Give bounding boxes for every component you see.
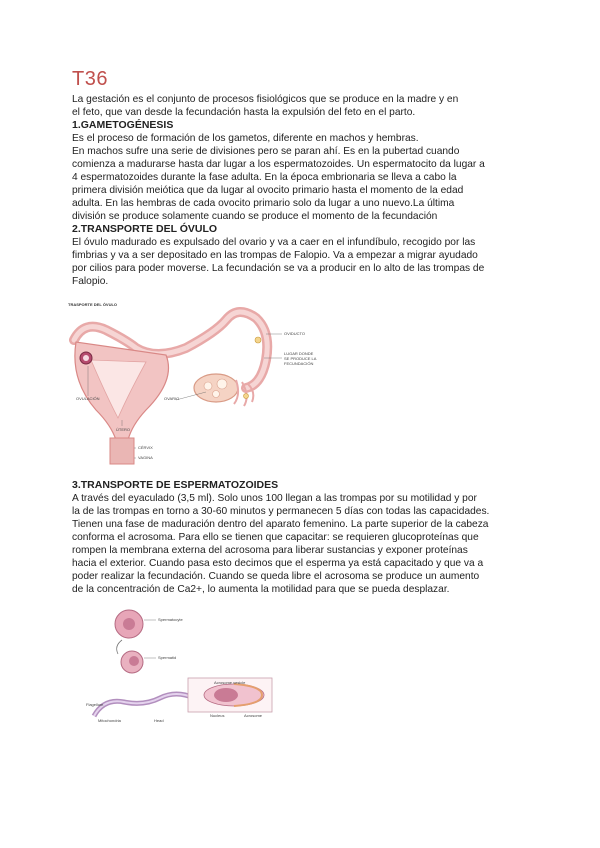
document-page (68, 68, 532, 724)
intro-paragraph (72, 93, 532, 119)
section-body-ovum-transport (72, 236, 532, 288)
text-line: 4 espermatozoides durante la fase adulta. En la época embrionaria se lleva a cabo la (72, 172, 457, 183)
spermiogenesis-illustration (84, 606, 274, 724)
text-line: Tienen una fase de maduración dentro del aparato femenino. La parte superior de la cabeza (72, 519, 489, 530)
intro-line: el feto, que van desde la fecundación hasta la expulsión del feto en el parto. (72, 107, 416, 118)
label-spermatocyte: Spermatocyte (158, 617, 183, 622)
text-line: la de las trompas en torno a 30-60 minutos y permanecen 5 días con todas las capacidades. (72, 506, 490, 517)
text-line: de la concentración de Ca2+, lo aumenta la motilidad para que se pueda desplazar. (72, 584, 450, 595)
ovum-transport-figure (66, 300, 317, 465)
text-line: conforma el acrosoma. Para ello se tienen que capacitar: se requieren glucoproteínas que (72, 532, 479, 543)
text-line: El óvulo madurado es expulsado del ovario y va a caer en el infundíbulo, recogido por las (72, 237, 476, 248)
text-line: Falopio. (72, 276, 109, 287)
label-lugar-3: FECUNDACIÓN (284, 361, 314, 366)
page-title: T36 (72, 68, 108, 90)
text-line: por cilios para poder moverse. La fecundación se va a producir en lo alto de las trompas de (72, 263, 485, 274)
text-line: fimbrias y va a ser depositado en las trompas de Falopio. Va a empezar a migrar ayudado (72, 250, 478, 261)
figure1-title: TRASPORTE DEL ÓVULO (68, 302, 118, 307)
text-line: Es el proceso de formación de los gametos, diferente en machos y hembras. (72, 133, 419, 144)
label-cervix: CÉRVIX (138, 445, 153, 450)
label-vagina: VAGINA (138, 455, 153, 460)
label-mitochondria: Mitochondria (98, 718, 121, 723)
label-ovario: OVARIO (164, 396, 180, 401)
section-body-gametogenesis (72, 132, 532, 223)
text-line: adulta. En las hembras de cada ovocito primario solo da lugar a uno nuevo.La última (72, 198, 455, 209)
intro-line: La gestación es el conjunto de procesos fisiológicos que se produce en la madre y en (72, 94, 459, 105)
label-acrosome: Acrosome (244, 713, 263, 718)
text-line: rompen la membrana externa del acrosoma para liberar sustancias y exponer proteínas (72, 545, 468, 556)
ovum-transport-illustration (66, 300, 317, 465)
text-line: hacia el exterior. Cuando pasa esto decimos que el esperma ya está capacitado y que va a (72, 558, 484, 569)
text-line: poder realizar la fecundación. Cuando se queda libre el acrosoma se produce un aumento (72, 571, 480, 582)
label-nucleus: Nucleus (210, 713, 225, 718)
label-spermatid: Spermatid (158, 655, 177, 660)
section-heading-gametogenesis: 1.GAMETOGÉNESIS (72, 119, 174, 131)
label-ovulacion: OVULACIÓN (76, 396, 100, 401)
label-acrosome-vesicle: Acrosome vesicle (214, 680, 246, 685)
label-tail: Flagellum (86, 702, 104, 707)
label-lugar-1: LUGAR DONDE (284, 351, 314, 356)
section-body-sperm-transport (72, 492, 532, 596)
spermiogenesis-figure (84, 606, 274, 724)
label-oviducto: OVIDUCTO (284, 331, 306, 336)
label-lugar-2: SE PRODUCE LA (284, 356, 317, 361)
text-line: primera división meiótica que da lugar al ovocito primario hasta el momento de la edad (72, 185, 464, 196)
label-head: Head (154, 718, 164, 723)
text-line: En machos sufre una serie de divisiones pero se paran ahí. Es en la pubertad cuando (72, 146, 460, 157)
section-heading-sperm-transport: 3.TRANSPORTE DE ESPERMATOZOIDES (72, 479, 279, 491)
text-line: comienza a madurarse hasta dar lugar a los espermatozoides. Un espermatocito da lugar a (72, 159, 485, 170)
text-line: división se produce solamente cuando se produce el momento de la fecundación (72, 211, 438, 222)
label-utero: ÚTERO (116, 427, 130, 432)
text-line: A través del eyaculado (3,5 ml). Solo unos 100 llegan a las trompas por su motilidad y por (72, 493, 477, 504)
section-heading-ovum-transport: 2.TRANSPORTE DEL ÓVULO (72, 223, 218, 235)
